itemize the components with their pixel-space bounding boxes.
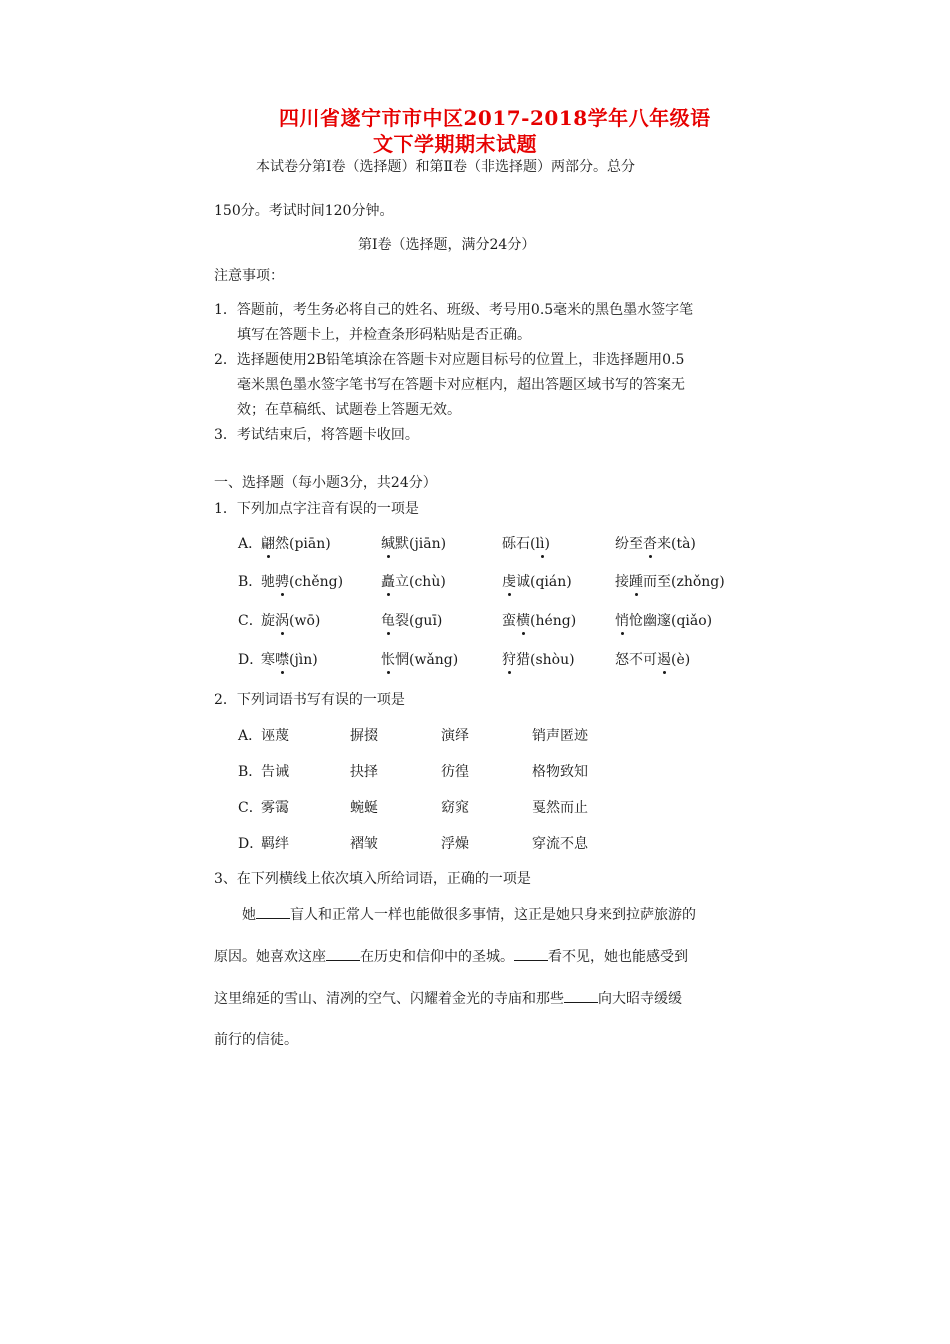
q1-b-word3: 虔诚(qián) — [502, 574, 572, 590]
note-2-cont1: 毫米黑色墨水签字笔书写在答题卡对应框内，超出答题区域书写的答案无 — [237, 377, 685, 393]
option-label: C． — [238, 800, 263, 816]
q2-d-word2: 褶皱 — [350, 836, 378, 852]
q2-a-word1: 诬蔑 — [261, 728, 289, 744]
q1-b-word1: 驰骋(chěng) — [261, 574, 344, 590]
emphasis-dot-char: ì — [539, 536, 545, 552]
q1-c-word3: 蛮横(héng) — [502, 613, 577, 629]
intro-line2: 150分。考试时间120分钟。 — [214, 203, 394, 219]
q2-d-word3: 浮燥 — [441, 836, 469, 852]
q1-c-word2: 龟裂(guī) — [381, 613, 443, 629]
note-2: 2．选择题使用2B铅笔填涂在答题卡对应题目标号的位置上，非选择题用0.5 — [214, 352, 685, 368]
emphasis-dot-char: 沓 — [643, 536, 657, 552]
note-1: 1．答题前，考生务必将自己的姓名、班级、考号用0.5毫米的黑色墨水签字笔 — [214, 302, 694, 318]
q1-b-word4: 接踵而至(zhǒng) — [615, 574, 725, 590]
emphasis-dot-char: 缄 — [381, 536, 395, 552]
q1-c-word4: 悄怆幽邃(qiǎo) — [615, 613, 713, 629]
option-label: D． — [238, 652, 264, 668]
q1-d-word4: 怒不可遏(è) — [615, 652, 691, 668]
q2-b-word1: 告诫 — [261, 764, 289, 780]
fill-blank-2 — [326, 948, 360, 961]
q3-passage-line2: 原因。她喜欢这座 在历史和信仰中的圣城。 看不见，她也能感受到 — [214, 949, 688, 965]
option-label: A． — [238, 536, 263, 552]
q3-passage-line4: 前行的信徒。 — [214, 1032, 298, 1048]
q2-b-word3: 彷徨 — [441, 764, 469, 780]
q2-c-word1: 雾霭 — [261, 800, 289, 816]
q3-stem: 3、在下列横线上依次填入所给词语，正确的一项是 — [214, 871, 531, 887]
emphasis-dot-char: 狩 — [502, 652, 516, 668]
q1-c-word1: 旋涡(wō) — [261, 613, 321, 629]
section1-heading: 第Ⅰ卷（选择题，满分24分） — [358, 237, 536, 253]
emphasis-dot-char: 横 — [516, 613, 530, 629]
option-label: B． — [238, 574, 263, 590]
note-1-cont: 填写在答题卡上，并检查条形码粘贴是否正确。 — [237, 327, 531, 343]
q2-c-word3: 窈窕 — [441, 800, 469, 816]
q2-stem: 2．下列词语书写有误的一项是 — [214, 692, 405, 708]
q1-a-word3: 砾石(lì) — [502, 536, 550, 552]
q1-a-word4: 纷至沓来(tà) — [615, 536, 696, 552]
fill-blank-4 — [564, 990, 598, 1003]
emphasis-dot-char: 怅 — [381, 652, 395, 668]
q2-c-word4: 戛然而止 — [532, 800, 588, 816]
emphasis-dot-char: 虔 — [502, 574, 516, 590]
q2-b-word4: 格物致知 — [532, 764, 588, 780]
q2-a-word4: 销声匿迹 — [532, 728, 588, 744]
q1-stem: 1．下列加点字注音有误的一项是 — [214, 501, 419, 517]
emphasis-dot-char: 翩 — [261, 536, 275, 552]
q1-d-word2: 怅惘(wǎng) — [381, 652, 459, 668]
q1-b-word2: 矗立(chù) — [381, 574, 446, 590]
q2-a-word2: 摒掇 — [350, 728, 378, 744]
intro-line1: 本试卷分第Ⅰ卷（选择题）和第Ⅱ卷（非选择题）两部分。总分 — [256, 159, 636, 175]
notes-heading: 注意事项： — [214, 268, 284, 284]
q2-d-word4: 穿流不息 — [532, 836, 588, 852]
q3-passage-line1: 她 盲人和正常人一样也能做很多事情，这正是她只身来到拉萨旅游的 — [242, 907, 696, 923]
q2-c-word2: 蜿蜒 — [350, 800, 378, 816]
fill-blank-1 — [256, 906, 290, 919]
q1-d-word1: 寒噤(jìn) — [261, 652, 318, 668]
q2-d-word1: 羁绊 — [261, 836, 289, 852]
emphasis-dot-char: 矗 — [381, 574, 395, 590]
note-2-cont2: 效；在草稿纸、试题卷上答题无效。 — [237, 402, 461, 418]
emphasis-dot-char: 踵 — [629, 574, 643, 590]
emphasis-dot-char: 噤 — [275, 652, 289, 668]
q1-d-word3: 狩猎(shòu) — [502, 652, 575, 668]
q2-b-word2: 抉择 — [350, 764, 378, 780]
emphasis-dot-char: 涡 — [275, 613, 289, 629]
q1-a-word2: 缄默(jiān) — [381, 536, 447, 552]
emphasis-dot-char: 骋 — [275, 574, 289, 590]
q2-a-word3: 演绎 — [441, 728, 469, 744]
q1-a-word1: 翩然(piān) — [261, 536, 331, 552]
document-title-line1: 四川省遂宁市市中区2017-2018学年八年级语 — [279, 106, 711, 130]
q3-passage-line3: 这里绵延的雪山、清冽的空气、闪耀着金光的寺庙和那些 向大昭寺缓缓 — [214, 991, 682, 1007]
emphasis-dot-char: 遏 — [657, 652, 671, 668]
emphasis-dot-char: 龟 — [381, 613, 395, 629]
option-label: A． — [238, 728, 263, 744]
option-label: D． — [238, 836, 264, 852]
option-label: B． — [238, 764, 263, 780]
document-title-line2: 文下学期期末试题 — [373, 132, 537, 156]
emphasis-dot-char: 悄 — [615, 613, 629, 629]
fill-blank-3 — [514, 948, 548, 961]
part1-heading: 一、选择题（每小题3分，共24分） — [214, 475, 437, 491]
note-3: 3．考试结束后，将答题卡收回。 — [214, 427, 419, 443]
option-label: C． — [238, 613, 263, 629]
